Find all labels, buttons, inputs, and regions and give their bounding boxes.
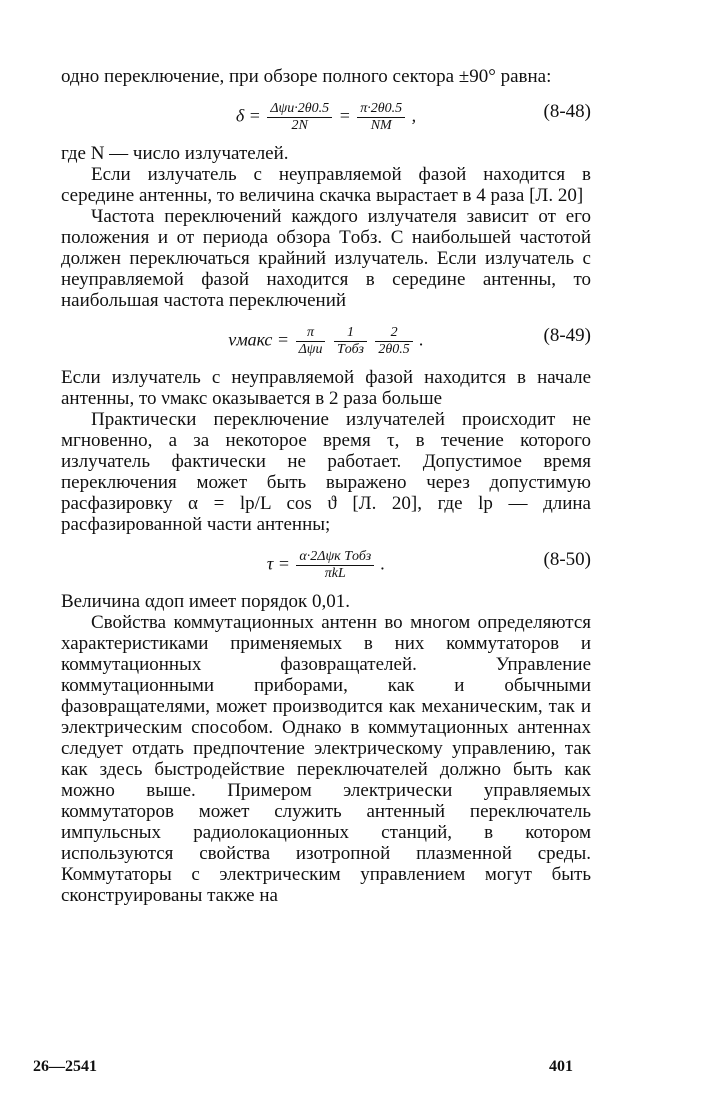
eq48-lhs: δ = xyxy=(235,105,261,126)
equation-8-49-formula xyxy=(61,325,591,358)
eq49-lhs: νмакс = xyxy=(228,329,290,350)
paragraph-1: одно переключение, при обзоре полного сектора ±90° равна: xyxy=(61,66,552,87)
eq50-frac1-denominator: πkL xyxy=(324,566,346,581)
paragraph-2: где N — число излучателей. xyxy=(61,143,289,164)
eq48-frac1-numerator: Δψи·2θ0.5 xyxy=(267,101,332,118)
equation-8-48-formula xyxy=(61,101,591,134)
eq49-fraction-1 xyxy=(296,325,326,358)
eq49-tail: . xyxy=(419,329,424,350)
equation-8-49 xyxy=(61,311,591,367)
eq49-frac1-numerator: π xyxy=(296,325,326,342)
eq48-tail: , xyxy=(411,105,417,126)
eq48-frac1-denominator: 2N xyxy=(291,118,308,133)
paragraph-4: Частота переключений каждого излучателя зависит от его положения и от периода обзора Tобз. С наибольшей частотой должен переключаться крайний излучатель. Если излучатель с неуправляемой фазой находится в середине антенны, то наибольшая частота переключений xyxy=(61,206,591,311)
equation-number-8-49: (8-49) xyxy=(543,325,591,346)
eq49-frac2-numerator: 1 xyxy=(334,325,367,342)
page-body xyxy=(61,66,591,906)
page-number: 401 xyxy=(549,1058,573,1075)
paragraph-7: Величина αдоп имеет порядок 0,01. xyxy=(61,591,351,612)
eq49-frac3-denominator: 2θ0.5 xyxy=(378,342,410,357)
eq48-fraction-1 xyxy=(267,101,332,134)
eq48-fraction-2 xyxy=(357,101,405,134)
eq49-fraction-2 xyxy=(334,325,367,358)
eq49-frac2-denominator: Tобз xyxy=(336,342,364,357)
eq48-frac2-denominator: NM xyxy=(370,118,392,133)
equation-number-8-48: (8-48) xyxy=(543,101,591,122)
eq50-lhs: τ = xyxy=(266,553,290,574)
paragraph-6: Практически переключение излучателей происходит не мгновенно, а за некоторое время τ, в течение которого излучатель фактически не работает. Допустимое время переключения может быть выражено через допустимую расфазировку α = lр/L cos ϑ [Л. 20], где lр — длина расфазированной части антенны; xyxy=(61,409,591,535)
eq50-frac1-numerator: α·2Δψк Tобз xyxy=(296,549,374,566)
equation-8-50-formula xyxy=(61,549,591,582)
paragraph-5: Если излучатель с неуправляемой фазой находится в начале антенны, то νмакс оказывается в 2 раза больше xyxy=(61,367,591,409)
eq49-fraction-3 xyxy=(375,325,412,358)
equation-8-48 xyxy=(61,87,591,143)
eq50-fraction-1 xyxy=(296,549,374,582)
eq49-frac1-denominator: Δψи xyxy=(298,342,323,357)
eq50-tail: . xyxy=(380,553,386,574)
footer-signature: 26—2541 xyxy=(33,1058,97,1075)
equation-8-50 xyxy=(61,535,591,591)
eq49-frac3-numerator: 2 xyxy=(375,325,412,342)
paragraph-8: Свойства коммутационных антенн во многом определяются характеристиками применяемых в них коммутаторов и коммутационных фазовращателей. Управление коммутационными приборами, как и обычными фазовращателями, может производится как механическим, так и электрическим способом. Однако в коммутационных антеннах следует отдать предпочтение электрическому управлению, так как здесь быстродействие переключателей должно быть как можно выше. Примером электрически управляемых коммутаторов может служить антенный переключатель импульсных радиолокационных станций, в котором используются свойства изотропной плазменной среды. Коммутаторы с электрическим управлением могут быть сконструированы также на xyxy=(61,612,591,906)
eq48-frac2-numerator: π·2θ0.5 xyxy=(357,101,405,118)
paragraph-3: Если излучатель с неуправляемой фазой находится в середине антенны, то величина скачка вырастает в 4 раза [Л. 20] xyxy=(61,164,591,206)
equation-number-8-50: (8-50) xyxy=(543,549,591,570)
eq48-equals: = xyxy=(338,105,351,126)
